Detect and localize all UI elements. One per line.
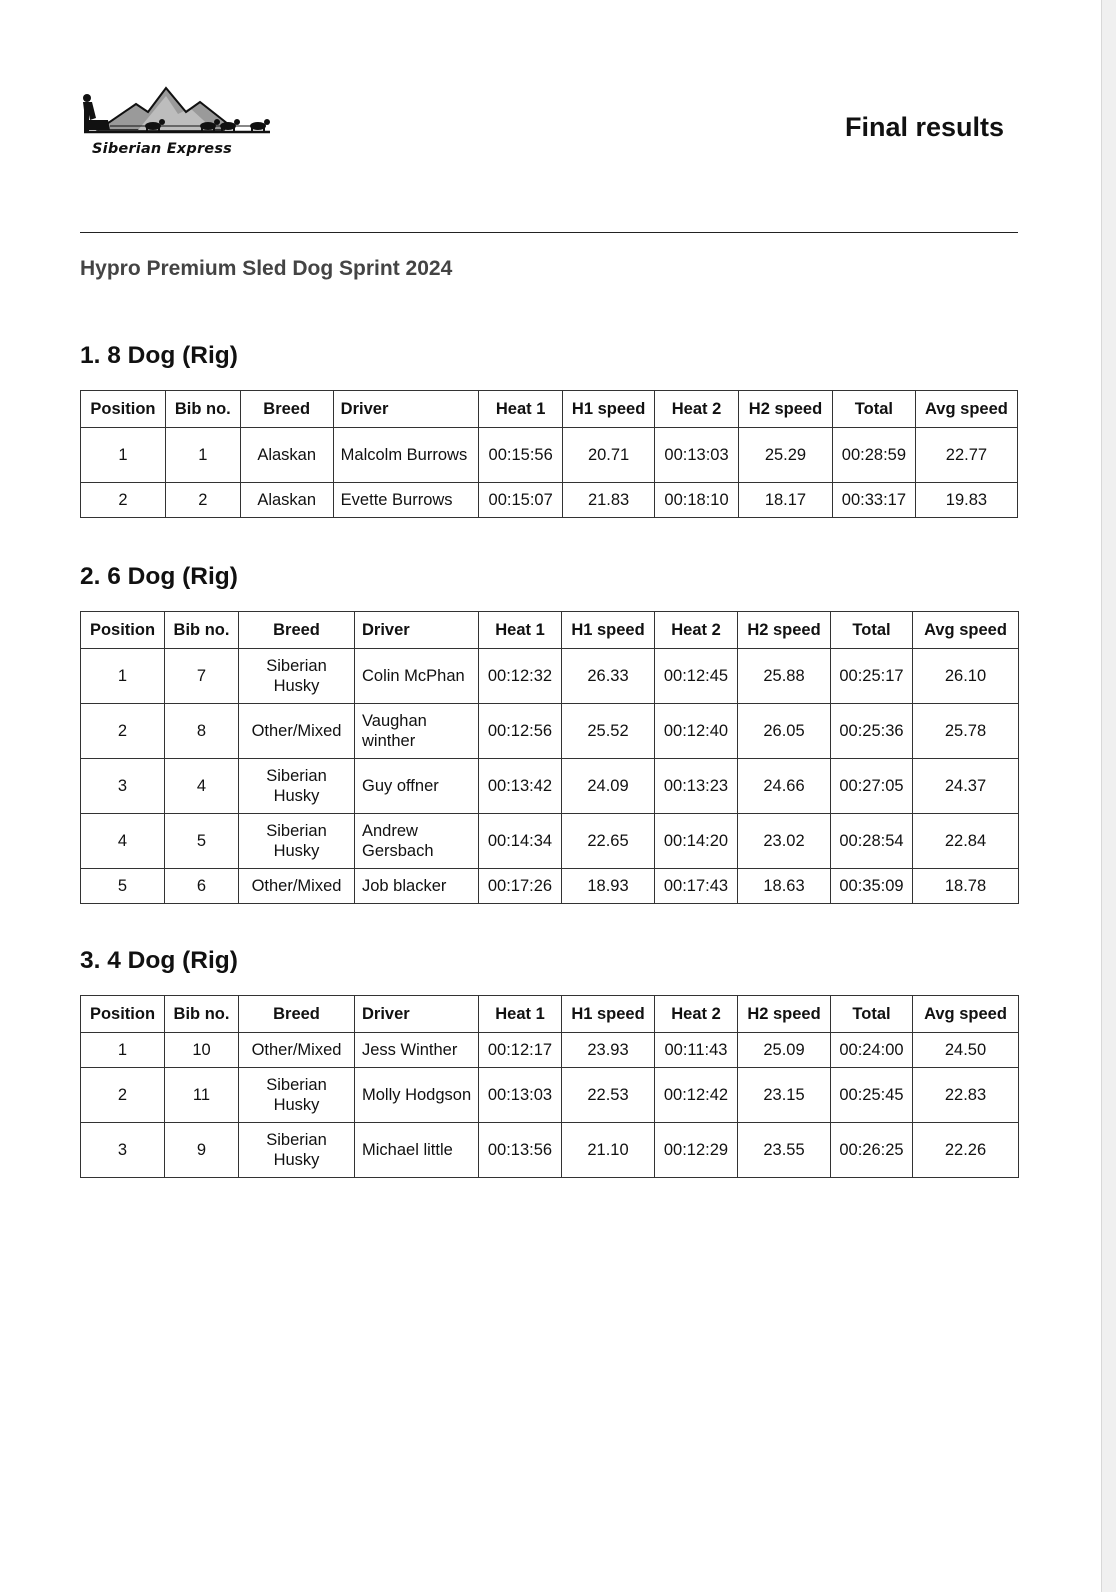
breed-cell: Alaskan bbox=[240, 483, 333, 518]
table-row bbox=[81, 1068, 1019, 1123]
table-row bbox=[81, 483, 1018, 518]
header-divider bbox=[80, 232, 1018, 233]
avg-speed-cell: 24.37 bbox=[913, 759, 1019, 814]
col-heat1: Heat 1 bbox=[479, 612, 562, 649]
driver-cell: Vaughan winther bbox=[355, 704, 479, 759]
col-avg-speed: Avg speed bbox=[915, 391, 1017, 428]
h1-speed-cell: 26.33 bbox=[562, 649, 655, 704]
total-cell: 00:35:09 bbox=[831, 869, 913, 904]
table-row bbox=[81, 649, 1019, 704]
breed-cell: Other/Mixed bbox=[239, 704, 355, 759]
col-heat1: Heat 1 bbox=[479, 391, 563, 428]
driver-cell: Colin McPhan bbox=[355, 649, 479, 704]
h2-speed-cell: 25.29 bbox=[738, 428, 832, 483]
table-row bbox=[81, 704, 1019, 759]
avg-speed-cell: 19.83 bbox=[915, 483, 1017, 518]
section-6-dog-rig bbox=[80, 563, 1018, 904]
bib-cell: 11 bbox=[165, 1068, 239, 1123]
col-heat1: Heat 1 bbox=[479, 996, 562, 1033]
driver-cell: Michael little bbox=[355, 1123, 479, 1178]
bib-cell: 7 bbox=[165, 649, 239, 704]
col-total: Total bbox=[831, 996, 913, 1033]
breed-cell: Siberian Husky bbox=[239, 759, 355, 814]
total-cell: 00:28:59 bbox=[832, 428, 915, 483]
h2-speed-cell: 26.05 bbox=[738, 704, 831, 759]
col-h1-speed: H1 speed bbox=[562, 996, 655, 1033]
col-breed: Breed bbox=[239, 612, 355, 649]
h1-speed-cell: 22.53 bbox=[562, 1068, 655, 1123]
breed-cell: Siberian Husky bbox=[239, 1123, 355, 1178]
table-row bbox=[81, 869, 1019, 904]
heat1-cell: 00:12:32 bbox=[479, 649, 562, 704]
table-row bbox=[81, 1033, 1019, 1068]
driver-cell: Malcolm Burrows bbox=[333, 428, 479, 483]
position-cell: 2 bbox=[81, 704, 165, 759]
event-title: Hypro Premium Sled Dog Sprint 2024 bbox=[80, 257, 453, 280]
h2-speed-cell: 18.63 bbox=[738, 869, 831, 904]
avg-speed-cell: 26.10 bbox=[913, 649, 1019, 704]
heat1-cell: 00:13:03 bbox=[479, 1068, 562, 1123]
total-cell: 00:28:54 bbox=[831, 814, 913, 869]
h2-speed-cell: 24.66 bbox=[738, 759, 831, 814]
total-cell: 00:27:05 bbox=[831, 759, 913, 814]
heat2-cell: 00:12:45 bbox=[655, 649, 738, 704]
heat2-cell: 00:14:20 bbox=[655, 814, 738, 869]
heat2-cell: 00:17:43 bbox=[655, 869, 738, 904]
heat2-cell: 00:11:43 bbox=[655, 1033, 738, 1068]
position-cell: 1 bbox=[81, 649, 165, 704]
heat1-cell: 00:12:56 bbox=[479, 704, 562, 759]
breed-cell: Other/Mixed bbox=[239, 869, 355, 904]
col-heat2: Heat 2 bbox=[655, 996, 738, 1033]
page-title: Final results bbox=[844, 112, 1004, 142]
heat1-cell: 00:12:17 bbox=[479, 1033, 562, 1068]
heat2-cell: 00:13:23 bbox=[655, 759, 738, 814]
col-heat2: Heat 2 bbox=[655, 391, 739, 428]
total-cell: 00:26:25 bbox=[831, 1123, 913, 1178]
h1-speed-cell: 22.65 bbox=[562, 814, 655, 869]
h2-speed-cell: 18.17 bbox=[738, 483, 832, 518]
bib-cell: 9 bbox=[165, 1123, 239, 1178]
heat2-cell: 00:12:29 bbox=[655, 1123, 738, 1178]
h2-speed-cell: 23.55 bbox=[738, 1123, 831, 1178]
avg-speed-cell: 18.78 bbox=[913, 869, 1019, 904]
table-header-row bbox=[81, 612, 1019, 649]
avg-speed-cell: 24.50 bbox=[913, 1033, 1019, 1068]
avg-speed-cell: 22.26 bbox=[913, 1123, 1019, 1178]
h2-speed-cell: 23.02 bbox=[738, 814, 831, 869]
bib-cell: 6 bbox=[165, 869, 239, 904]
table-header-row bbox=[81, 996, 1019, 1033]
col-position: Position bbox=[81, 996, 165, 1033]
position-cell: 4 bbox=[81, 814, 165, 869]
driver-cell: Molly Hodgson bbox=[355, 1068, 479, 1123]
h1-speed-cell: 20.71 bbox=[563, 428, 655, 483]
position-cell: 3 bbox=[81, 759, 165, 814]
col-bib: Bib no. bbox=[165, 391, 240, 428]
breed-cell: Other/Mixed bbox=[239, 1033, 355, 1068]
h1-speed-cell: 25.52 bbox=[562, 704, 655, 759]
h2-speed-cell: 23.15 bbox=[738, 1068, 831, 1123]
sled-dog-mountains-icon bbox=[78, 86, 278, 142]
bib-cell: 1 bbox=[165, 428, 240, 483]
col-total: Total bbox=[831, 612, 913, 649]
col-breed: Breed bbox=[239, 996, 355, 1033]
heat1-cell: 00:17:26 bbox=[479, 869, 562, 904]
col-h2-speed: H2 speed bbox=[738, 996, 831, 1033]
heat1-cell: 00:15:56 bbox=[479, 428, 563, 483]
logo-text: Siberian Express bbox=[92, 141, 232, 157]
avg-speed-cell: 22.83 bbox=[913, 1068, 1019, 1123]
driver-cell: Job blacker bbox=[355, 869, 479, 904]
section-8-dog-rig bbox=[80, 342, 1018, 518]
col-bib: Bib no. bbox=[165, 612, 239, 649]
col-breed: Breed bbox=[240, 391, 333, 428]
table-row bbox=[81, 814, 1019, 869]
col-h2-speed: H2 speed bbox=[738, 612, 831, 649]
breed-cell: Siberian Husky bbox=[239, 814, 355, 869]
col-avg-speed: Avg speed bbox=[913, 996, 1019, 1033]
breed-cell: Siberian Husky bbox=[239, 649, 355, 704]
col-position: Position bbox=[81, 391, 166, 428]
col-heat2: Heat 2 bbox=[655, 612, 738, 649]
col-h2-speed: H2 speed bbox=[738, 391, 832, 428]
bib-cell: 10 bbox=[165, 1033, 239, 1068]
total-cell: 00:24:00 bbox=[831, 1033, 913, 1068]
col-position: Position bbox=[81, 612, 165, 649]
h1-speed-cell: 21.10 bbox=[562, 1123, 655, 1178]
table-header-row bbox=[81, 391, 1018, 428]
col-bib: Bib no. bbox=[165, 996, 239, 1033]
siberian-express-logo bbox=[78, 86, 278, 162]
avg-speed-cell: 25.78 bbox=[913, 704, 1019, 759]
position-cell: 5 bbox=[81, 869, 165, 904]
col-h1-speed: H1 speed bbox=[563, 391, 655, 428]
total-cell: 00:25:17 bbox=[831, 649, 913, 704]
results-table bbox=[80, 390, 1018, 518]
col-driver: Driver bbox=[333, 391, 479, 428]
page-edge bbox=[1101, 0, 1116, 1592]
h2-speed-cell: 25.09 bbox=[738, 1033, 831, 1068]
avg-speed-cell: 22.84 bbox=[913, 814, 1019, 869]
section-title: 3. 4 Dog (Rig) bbox=[80, 947, 238, 974]
heat1-cell: 00:15:07 bbox=[479, 483, 563, 518]
results-table bbox=[80, 995, 1019, 1178]
total-cell: 00:25:36 bbox=[831, 704, 913, 759]
breed-cell: Alaskan bbox=[240, 428, 333, 483]
h2-speed-cell: 25.88 bbox=[738, 649, 831, 704]
h1-speed-cell: 18.93 bbox=[562, 869, 655, 904]
h1-speed-cell: 23.93 bbox=[562, 1033, 655, 1068]
col-driver: Driver bbox=[355, 996, 479, 1033]
bib-cell: 2 bbox=[165, 483, 240, 518]
bib-cell: 5 bbox=[165, 814, 239, 869]
driver-cell: Guy offner bbox=[355, 759, 479, 814]
heat2-cell: 00:18:10 bbox=[655, 483, 739, 518]
position-cell: 2 bbox=[81, 1068, 165, 1123]
position-cell: 1 bbox=[81, 428, 166, 483]
col-avg-speed: Avg speed bbox=[913, 612, 1019, 649]
total-cell: 00:25:45 bbox=[831, 1068, 913, 1123]
table-row bbox=[81, 1123, 1019, 1178]
driver-cell: Andrew Gersbach bbox=[355, 814, 479, 869]
results-table bbox=[80, 611, 1019, 904]
table-row bbox=[81, 759, 1019, 814]
avg-speed-cell: 22.77 bbox=[915, 428, 1017, 483]
col-total: Total bbox=[832, 391, 915, 428]
section-title: 2. 6 Dog (Rig) bbox=[80, 563, 238, 590]
total-cell: 00:33:17 bbox=[832, 483, 915, 518]
heat2-cell: 00:12:40 bbox=[655, 704, 738, 759]
position-cell: 2 bbox=[81, 483, 166, 518]
driver-cell: Evette Burrows bbox=[333, 483, 479, 518]
position-cell: 3 bbox=[81, 1123, 165, 1178]
h1-speed-cell: 24.09 bbox=[562, 759, 655, 814]
section-title: 1. 8 Dog (Rig) bbox=[80, 342, 238, 369]
bib-cell: 8 bbox=[165, 704, 239, 759]
breed-cell: Siberian Husky bbox=[239, 1068, 355, 1123]
heat1-cell: 00:13:42 bbox=[479, 759, 562, 814]
col-h1-speed: H1 speed bbox=[562, 612, 655, 649]
heat2-cell: 00:13:03 bbox=[655, 428, 739, 483]
table-row bbox=[81, 428, 1018, 483]
h1-speed-cell: 21.83 bbox=[563, 483, 655, 518]
driver-cell: Jess Winther bbox=[355, 1033, 479, 1068]
section-4-dog-rig bbox=[80, 947, 1018, 1178]
heat1-cell: 00:13:56 bbox=[479, 1123, 562, 1178]
heat1-cell: 00:14:34 bbox=[479, 814, 562, 869]
heat2-cell: 00:12:42 bbox=[655, 1068, 738, 1123]
position-cell: 1 bbox=[81, 1033, 165, 1068]
bib-cell: 4 bbox=[165, 759, 239, 814]
col-driver: Driver bbox=[355, 612, 479, 649]
